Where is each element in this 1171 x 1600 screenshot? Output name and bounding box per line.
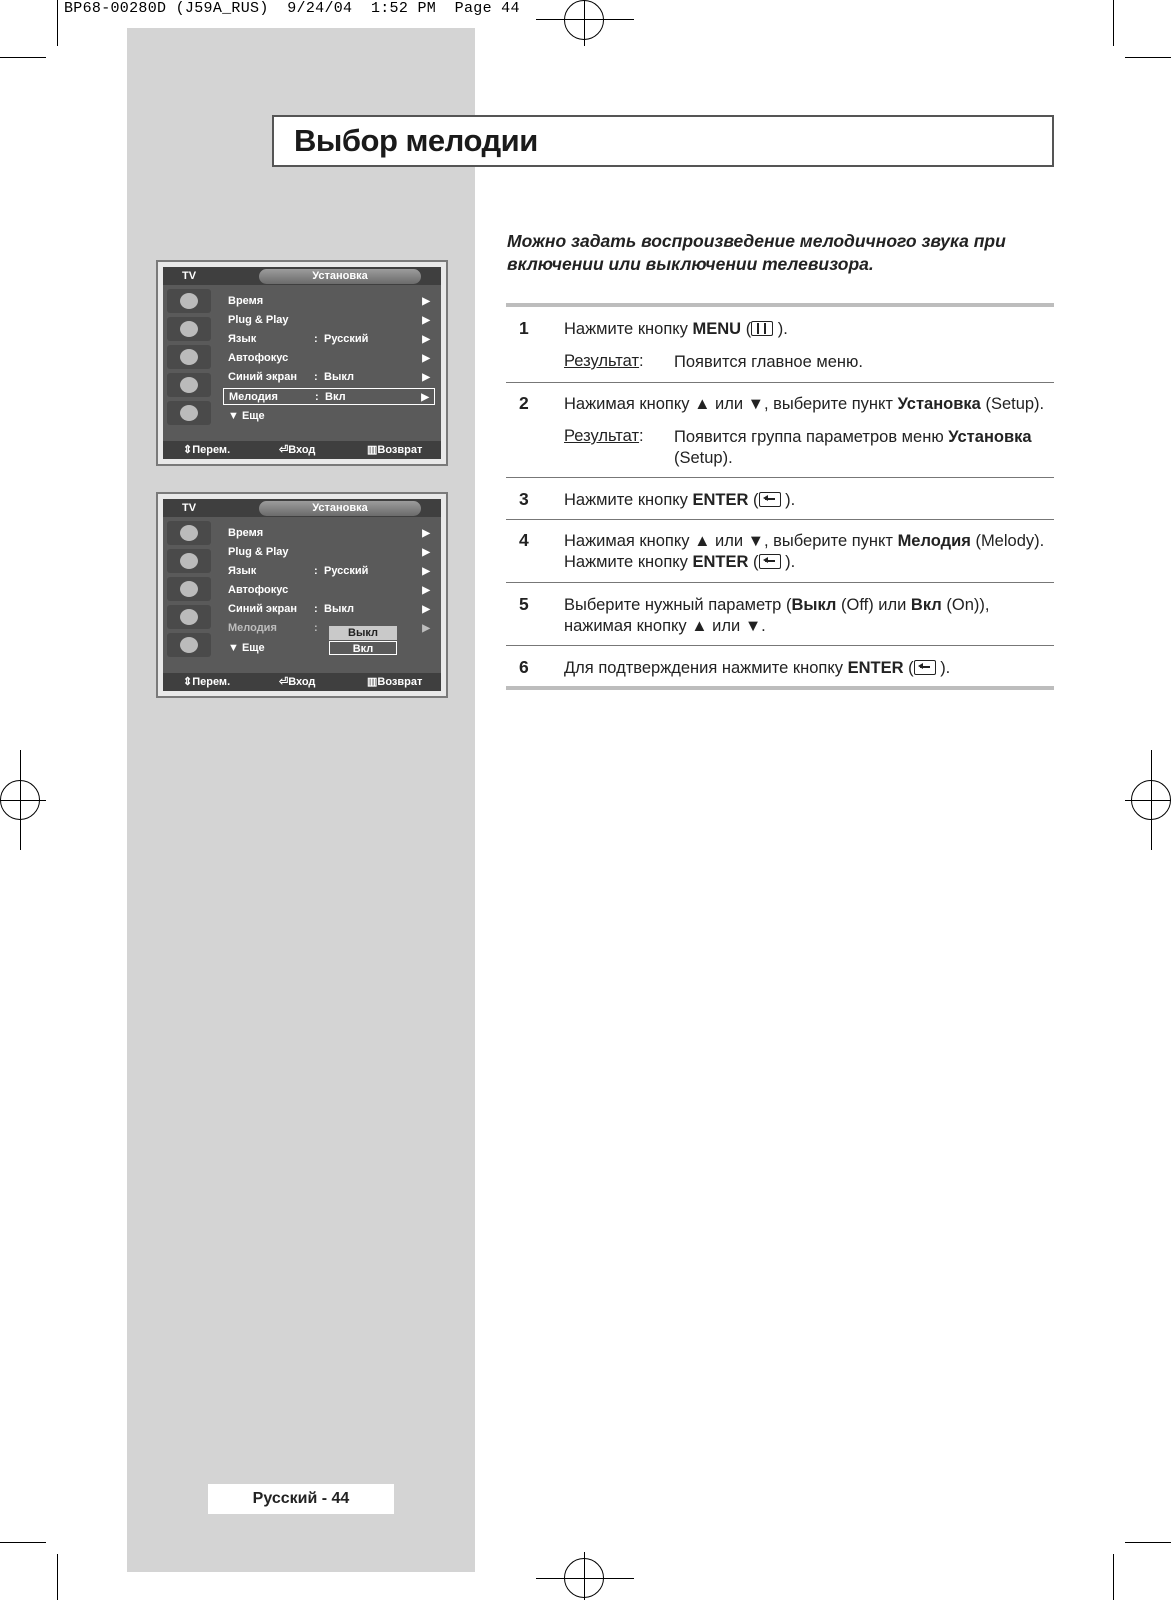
- osd-dropdown-option-selected: Вкл: [329, 641, 397, 655]
- crop-mark: [584, 0, 585, 46]
- osd-setup-icon: [167, 605, 211, 629]
- crop-mark: [1125, 1542, 1171, 1543]
- step-number: 1: [519, 318, 529, 338]
- enter-key-icon: [759, 492, 781, 507]
- osd-menu-item: Синий экран : Выкл ▶: [228, 371, 430, 383]
- osd-menu-item: Plug & Play ▶: [228, 546, 430, 558]
- row-divider: [506, 645, 1054, 646]
- crop-mark: [57, 0, 58, 46]
- menu-key-icon: [751, 321, 773, 336]
- crop-mark: [536, 19, 634, 20]
- osd-channel-icon: [167, 345, 211, 369]
- crop-mark: [1113, 1554, 1114, 1600]
- print-slug: BP68-00280D (J59A_RUS) 9/24/04 1:52 PM Page 44: [64, 0, 520, 17]
- result-label: Результат:: [564, 352, 644, 370]
- osd-menu-title: Установка: [259, 269, 421, 284]
- table-bottom-rule: [506, 686, 1054, 690]
- osd-menu-item: Автофокус ▶: [228, 352, 430, 364]
- crop-mark: [0, 800, 46, 801]
- row-divider: [506, 519, 1054, 520]
- osd-channel-icon: [167, 577, 211, 601]
- crop-mark: [57, 1554, 58, 1600]
- osd-menu-item: Язык : Русский ▶: [228, 565, 430, 577]
- crop-mark: [536, 1578, 634, 1579]
- osd-input-icon: [167, 401, 211, 425]
- result-text: Появится группа параметров меню Установка (Setup).: [674, 428, 1032, 467]
- page-footer: Русский - 44: [208, 1484, 394, 1514]
- step-text: Для подтверждения нажмите кнопку ENTER ( ).: [564, 659, 951, 677]
- crop-mark: [1113, 0, 1114, 46]
- osd-header: [163, 267, 441, 285]
- table-top-rule: [506, 303, 1054, 307]
- step-text: Нажмите кнопку MENU ( ).: [564, 320, 788, 338]
- osd-menu-item: Автофокус ▶: [228, 584, 430, 596]
- row-divider: [506, 382, 1054, 383]
- step-number: 3: [519, 489, 529, 509]
- osd-picture-icon: [167, 289, 211, 313]
- osd-menu-item: Язык : Русский ▶: [228, 333, 430, 345]
- crop-mark: [1125, 800, 1171, 801]
- result-label: Результат:: [564, 427, 644, 445]
- osd-hint-bar: ⇕ Перем. ⏎ Вход ▥ Возврат: [163, 673, 441, 691]
- osd-sound-icon: [167, 317, 211, 341]
- step-text: Нажимая кнопку ▲ или ▼, выберите пункт Установка (Setup).: [564, 395, 1045, 413]
- row-divider: [506, 582, 1054, 583]
- osd-menu-item: Время ▶: [228, 295, 430, 307]
- osd-setup-icon: [167, 373, 211, 397]
- page-title: Выбор мелодии: [294, 123, 538, 158]
- osd-menu-item: Синий экран : Выкл ▶: [228, 603, 430, 615]
- step-number: 4: [519, 530, 529, 550]
- enter-key-icon: [759, 554, 781, 569]
- enter-key-icon: [914, 660, 936, 675]
- step-number: 6: [519, 657, 529, 677]
- crop-mark: [584, 1552, 585, 1600]
- row-divider: [506, 477, 1054, 478]
- step-text: Нажмите кнопку ENTER ( ).: [564, 491, 796, 509]
- osd-menu-item: Время ▶: [228, 527, 430, 539]
- step-text: Нажимая кнопку ▲ или ▼, выберите пункт Мелодия (Melody). Нажмите кнопку ENTER ( ).: [564, 532, 1045, 571]
- crop-mark: [0, 1542, 46, 1543]
- osd-screenshot: [156, 492, 448, 698]
- osd-hint-bar: ⇕ Перем. ⏎ Вход ▥ Возврат: [163, 441, 441, 459]
- osd-picture-icon: [167, 521, 211, 545]
- page-title-box: [272, 115, 1054, 167]
- osd-menu-item-active: Мелодия : ▶: [228, 622, 430, 634]
- crop-mark: [0, 57, 46, 58]
- osd-sound-icon: [167, 549, 211, 573]
- step-number: 2: [519, 393, 529, 413]
- step-number: 5: [519, 594, 529, 614]
- osd-menu-item: ▼ Еще: [228, 410, 265, 422]
- osd-menu-item: ▼ Еще: [228, 642, 265, 654]
- crop-mark: [1125, 57, 1171, 58]
- intro-text: Можно задать воспроизведение мелодичного звука при включении или выключении телевизора.: [507, 231, 1006, 274]
- osd-menu-title: Установка: [259, 501, 421, 516]
- osd-menu-item: Plug & Play ▶: [228, 314, 430, 326]
- osd-screenshot: [156, 260, 448, 466]
- osd-dropdown-option: Выкл: [329, 626, 397, 640]
- osd-input-icon: [167, 633, 211, 657]
- osd-header: [163, 499, 441, 517]
- osd-tv-label: TV: [181, 502, 197, 514]
- result-text: Появится главное меню.: [674, 353, 863, 371]
- step-text: Выберите нужный параметр (Выкл (Off) или Вкл (On)), нажимая кнопку ▲ или ▼.: [564, 596, 990, 635]
- osd-tv-label: TV: [181, 270, 197, 282]
- osd-menu-item-selected: Мелодия : Вкл ▶: [223, 388, 435, 405]
